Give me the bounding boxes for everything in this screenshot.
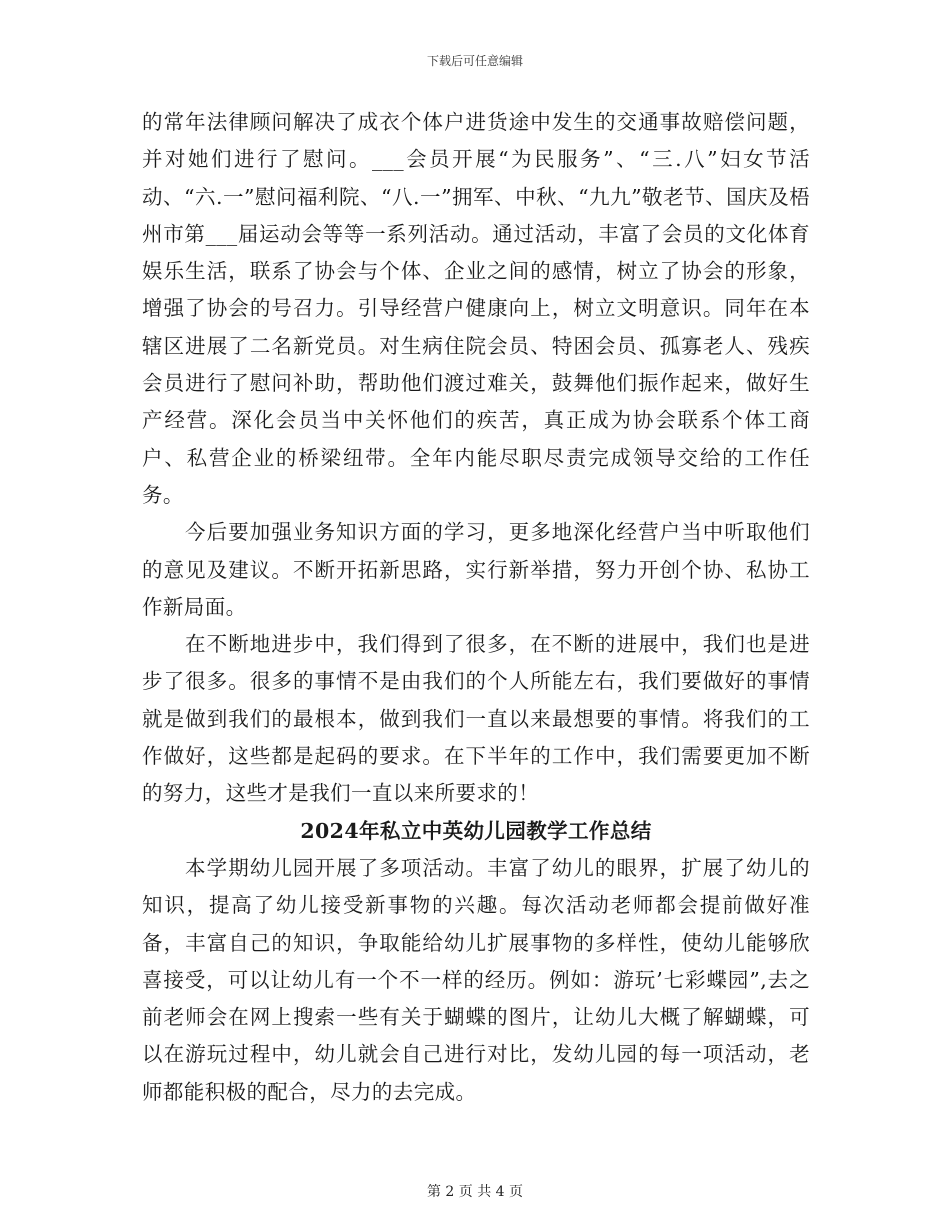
paragraph-kindergarten-summary: 本学期幼儿园开展了多项活动。丰富了幼儿的眼界，扩展了幼儿的知识，提高了幼儿接受新事物的兴趣。每次活动老师都会提前做好准备，丰富自己的知识，争取能给幼儿扩展事物的多样性，使幼儿能够欣喜接受，可以让幼儿有一个不一样的经历。例如：游玩’七彩蝶园”,去之前老师会在网上搜索一些有关于蝴蝶的图片，让幼儿大概了解蝴蝶，可以在游玩过程中，幼儿就会自己进行对比，发幼儿园的每一项活动，老师都能积极的配合，尽力的去完成。 — [142, 855, 810, 1104]
paragraph-progress: 在不断地进步中，我们得到了很多，在不断的进展中，我们也是进步了很多。很多的事情不是由我们的个人所能左右，我们要做好的事情就是做到我们的最根本，做到我们一直以来最想要的事情。将我们的工作做好，这些都是起码的要求。在下半年的工作中，我们需要更加不断的努力，这些才是我们一直以来所要求的！ — [142, 632, 810, 806]
document-body — [142, 104, 810, 1111]
paragraph-continuation: 的常年法律顾问解决了成衣个体户进货途中发生的交通事故赔偿问题，并对她们进行了慰问。___会员开展“为民服务”、“三.八”妇女节活动、“六.一”慰问福利院、“八.一”拥军、中秋、“九九”敬老节、国庆及梧州市第___届运动会等等一系列活动。通过活动，丰富了会员的文化体育娱乐生活，联系了协会与个体、企业之间的感情，树立了协会的形象，增强了协会的号召力。引导经营户健康向上，树立文明意识。同年在本辖区进展了二名新党员。对生病住院会员、特困会员、孤寡老人、残疾会员进行了慰问补助，帮助他们渡过难关，鼓舞他们振作起来，做好生产经营。深化会员当中关怀他们的疾苦，真正成为协会联系个体工商户、私营企业的桥梁纽带。全年内能尽职尽责完成领导交给的工作任务。 — [142, 110, 810, 507]
page-footer: 第 2 页 共 4 页 — [426, 1184, 524, 1200]
paragraph-future-plans: 今后要加强业务知识方面的学习，更多地深化经营户当中听取他们的意见及建议。不断开拓新思路，实行新举措，努力开创个协、私协工作新局面。 — [142, 520, 810, 619]
page-header: 下载后可任意编辑 — [426, 54, 523, 68]
section-title: 2024年私立中英幼儿园教学工作总结 — [300, 818, 652, 843]
